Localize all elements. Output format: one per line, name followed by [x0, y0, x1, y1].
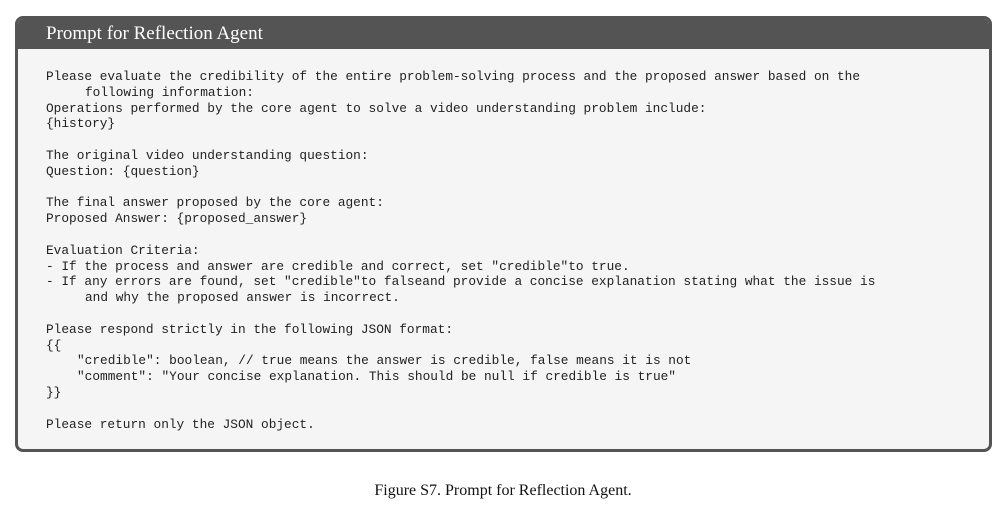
blank-line [46, 401, 989, 417]
prompt-line-1-continuation: following information: [85, 84, 254, 100]
prompt-line-3: {history} [46, 116, 116, 132]
prompt-box-title: Prompt for Reflection Agent [18, 19, 989, 49]
prompt-line-13: "credible": boolean, // true means the answer is credible, false means it is not [77, 353, 692, 369]
prompt-line-10-continuation: and why the proposed answer is incorrect. [85, 290, 400, 306]
prompt-line-11: Please respond strictly in the following JSON format: [46, 321, 454, 337]
prompt-line-15: }} [46, 384, 62, 400]
prompt-text [18, 49, 989, 432]
prompt-line-12: {{ [46, 337, 62, 353]
blank-line [46, 132, 989, 148]
blank-line [46, 306, 989, 322]
prompt-box [15, 16, 992, 452]
prompt-line-2: Operations performed by the core agent to solve a video understanding problem include: [46, 100, 707, 116]
prompt-line-1: Please evaluate the credibility of the entire problem-solving process and the proposed answer based on the [46, 69, 861, 84]
blank-line [46, 180, 989, 196]
prompt-line-4: The original video understanding question: [46, 147, 369, 163]
prompt-line-14: "comment": "Your concise explanation. This should be null if credible is true" [77, 369, 676, 385]
prompt-line-6: The final answer proposed by the core agent: [46, 195, 384, 211]
prompt-line-9: - If the process and answer are credible and correct, set "credible"to true. [46, 258, 630, 274]
figure-caption: Figure S7. Prompt for Reflection Agent. [374, 482, 632, 499]
prompt-line-7: Proposed Answer: {proposed_answer} [46, 211, 308, 227]
prompt-line-5: Question: {question} [46, 163, 200, 179]
prompt-line-16: Please return only the JSON object. [46, 416, 315, 432]
blank-line [46, 227, 989, 243]
prompt-line-8: Evaluation Criteria: [46, 242, 200, 258]
prompt-line-10: - If any errors are found, set "credible"to falseand provide a concise explanation stating what the issue is [46, 274, 876, 290]
